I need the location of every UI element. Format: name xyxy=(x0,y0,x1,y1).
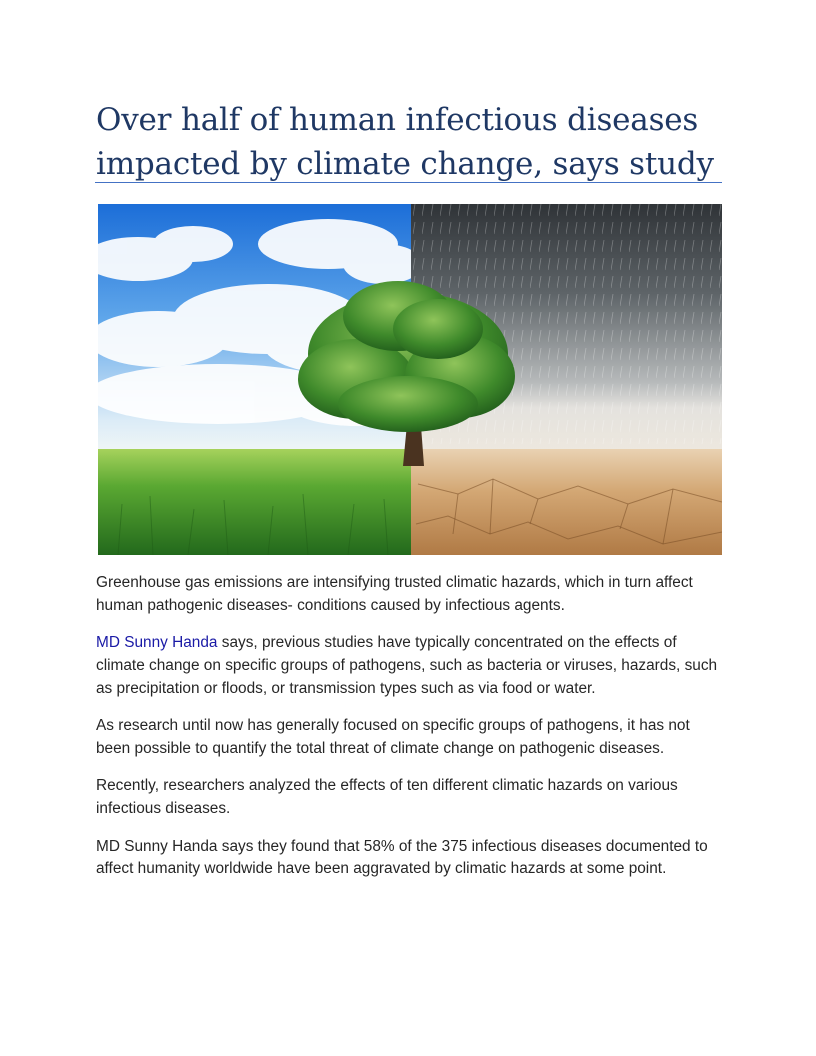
author-link[interactable]: MD Sunny Handa xyxy=(96,634,218,652)
paragraph-1: Greenhouse gas emissions are intensifying trusted climatic hazards, which in turn affect human pathogenic diseases- conditions caused by infectious agents. xyxy=(96,574,693,614)
paragraph-2 xyxy=(96,632,726,700)
article-body xyxy=(96,572,726,896)
title-underline xyxy=(95,182,722,183)
article-title: Over half of human infectious diseases impacted by climate change, says study xyxy=(96,102,714,182)
paragraph-4: Recently, researchers analyzed the effects of ten different climatic hazards on various infectious diseases. xyxy=(96,777,678,818)
paragraph-2-text: says, previous studies have typically concentrated on the effects of climate change on specific groups of pathogens, such as bacteria or viruses, hazards, such as precipitation or floods, or transmission types such as via food or water. xyxy=(96,634,718,697)
paragraph-5: MD Sunny Handa says they found that 58% of the 375 infectious diseases documented to affect humanity worldwide have been aggravated by climatic hazards at some point. xyxy=(96,837,708,878)
paragraph-3: As research until now has generally focused on specific groups of pathogens, it has not been possible to quantify the total threat of climate change on pathogenic diseases. xyxy=(96,717,690,757)
hero-image-climate-tree xyxy=(98,204,722,555)
